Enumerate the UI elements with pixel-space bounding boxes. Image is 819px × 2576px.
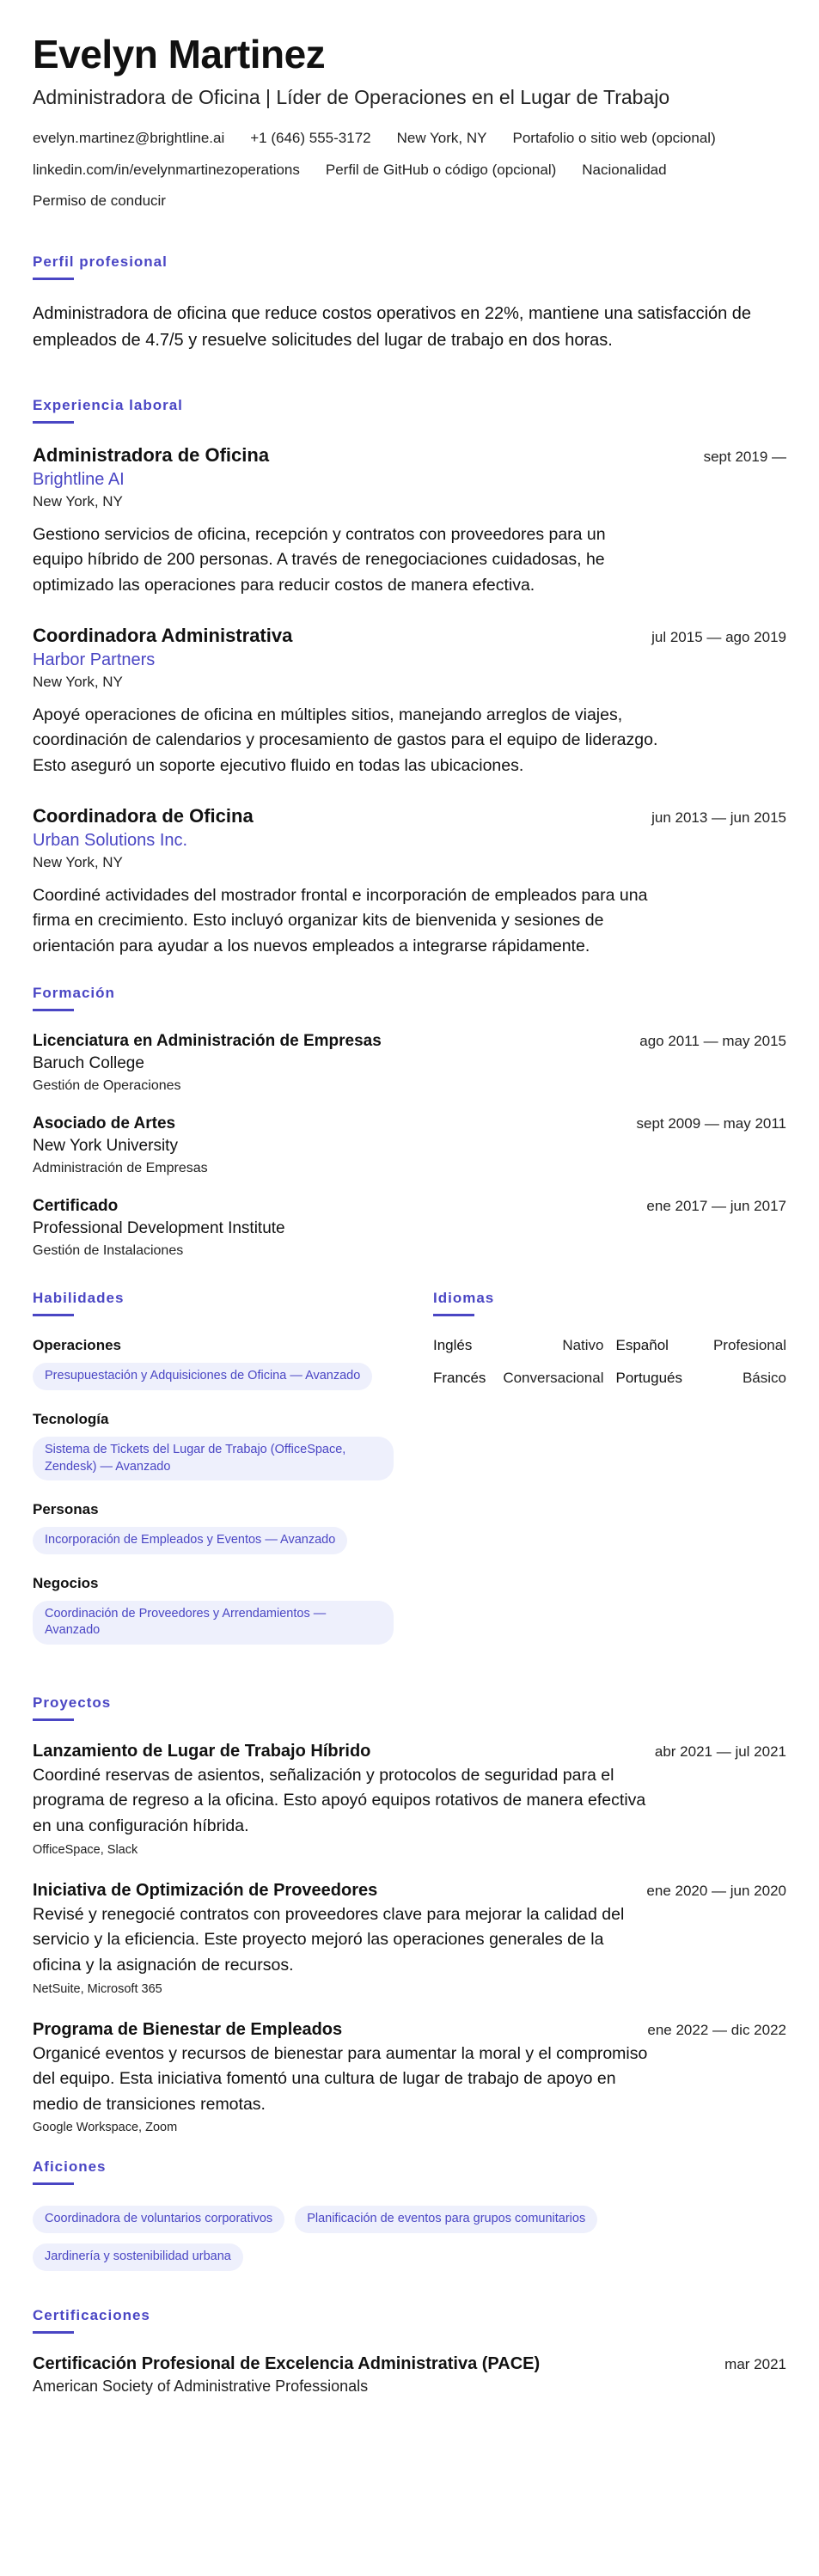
job-description: Apoyé operaciones de oficina en múltiples sitios, manejando arreglos de viajes, coordinación de calendarios y procesamiento de gastos para el equipo de liderazgo. Esto aseguró un soporte ejecutivo fluido en todas las ubicaciones.	[33, 705, 658, 775]
education-section	[33, 985, 786, 1259]
section-title: Proyectos	[33, 1694, 112, 1711]
job-location: New York, NY	[33, 853, 123, 870]
job-title: Administradora de Oficina	[33, 443, 270, 466]
contact-linkedin[interactable]: linkedin.com/in/evelynmartinezoperations	[33, 161, 300, 178]
education-degree: Certificado	[33, 1197, 119, 1216]
skill-group	[33, 1501, 425, 1554]
language-name: Francés	[433, 1370, 486, 1387]
job-entry	[33, 625, 786, 779]
skill-group	[33, 1337, 425, 1390]
education-entry	[33, 1114, 786, 1176]
project-entry	[33, 1881, 786, 1996]
skill-tag: Incorporación de Empleados y Eventos — Avanzado	[33, 1527, 347, 1554]
resume-header	[33, 33, 786, 211]
project-dates: ene 2020 — jun 2020	[646, 1882, 786, 1899]
language-name: Portugués	[615, 1370, 682, 1387]
education-field: Gestión de Instalaciones	[33, 1243, 184, 1259]
certifications-section	[33, 2307, 786, 2396]
language-item	[433, 1370, 604, 1387]
projects-section	[33, 1694, 786, 2135]
section-title: Formación	[33, 985, 115, 1002]
certification-date: mar 2021	[724, 2355, 786, 2372]
education-dates: ene 2017 — jun 2017	[646, 1198, 786, 1215]
language-name: Español	[615, 1337, 669, 1354]
hobby-tag: Coordinadora de voluntarios corporativos	[33, 2206, 284, 2233]
job-dates: jun 2013 — jun 2015	[651, 809, 786, 826]
summary-text: Administradora de oficina que reduce costos operativos en 22%, mantiene una satisfacción de empleados de 4.7/5 y resuelve solicitudes del lugar de trabajo en dos horas.	[33, 303, 752, 350]
section-title: Aficiones	[33, 2158, 107, 2176]
section-divider	[33, 2182, 74, 2185]
certification-title: Certificación Profesional de Excelencia Administrativa (PACE)	[33, 2353, 541, 2373]
language-level: Conversacional	[503, 1370, 604, 1387]
education-field: Gestión de Operaciones	[33, 1078, 181, 1094]
candidate-name: Evelyn Martinez	[33, 32, 326, 76]
project-title: Iniciativa de Optimización de Proveedores	[33, 1880, 378, 1900]
skills-section	[33, 1290, 433, 1664]
hobby-list	[33, 2206, 786, 2270]
job-location: New York, NY	[33, 492, 123, 510]
contact-driving-license: Permiso de conducir	[33, 192, 166, 209]
language-item	[433, 1337, 604, 1354]
contact-nationality: Nacionalidad	[582, 161, 667, 178]
education-entry	[33, 1197, 786, 1259]
section-divider	[33, 1314, 74, 1316]
section-divider	[33, 1718, 74, 1721]
job-company: Harbor Partners	[33, 650, 156, 669]
education-degree: Asociado de Artes	[33, 1114, 176, 1133]
project-tech: NetSuite, Microsoft 365	[33, 1981, 162, 1996]
education-degree: Licenciatura en Administración de Empresas	[33, 1032, 382, 1051]
education-field: Administración de Empresas	[33, 1161, 208, 1176]
language-list	[433, 1337, 786, 1387]
language-level: Básico	[742, 1370, 786, 1387]
hobbies-section	[33, 2158, 786, 2270]
section-divider	[33, 1009, 74, 1011]
education-dates: ago 2011 — may 2015	[639, 1033, 786, 1050]
job-company: Brightline AI	[33, 469, 125, 489]
job-description: Gestiono servicios de oficina, recepción y contratos con proveedores para un equipo híbrido de 200 personas. A través de renegociaciones cuidadosas, he optimizado las operaciones para reducir costos de manera efectiva.	[33, 524, 606, 595]
languages-section	[433, 1290, 786, 1664]
skill-group	[33, 1575, 425, 1645]
project-description: Organicé eventos y recursos de bienestar para aumentar la moral y el compromiso del equipo. Esta iniciativa fomentó una cultura de lugar de trabajo de apoyo en medio de transiciones remotas.	[33, 2043, 648, 2114]
section-title: Habilidades	[33, 1290, 125, 1307]
skill-group	[33, 1411, 425, 1480]
job-company: Urban Solutions Inc.	[33, 830, 188, 850]
skill-tag: Coordinación de Proveedores y Arrendamientos — Avanzado	[33, 1601, 394, 1645]
job-title: Coordinadora de Oficina	[33, 804, 254, 827]
project-title: Programa de Bienestar de Empleados	[33, 2019, 343, 2039]
section-divider	[33, 421, 74, 424]
candidate-headline: Administradora de Oficina | Líder de Operaciones en el Lugar de Trabajo	[33, 85, 670, 108]
project-entry	[33, 1742, 786, 1857]
project-entry	[33, 2020, 786, 2135]
hobby-tag: Jardinería y sostenibilidad urbana	[33, 2243, 243, 2271]
skill-category: Negocios	[33, 1574, 99, 1591]
section-title: Perfil profesional	[33, 253, 168, 270]
section-title: Certificaciones	[33, 2306, 150, 2323]
project-tech: Google Workspace, Zoom	[33, 2121, 178, 2135]
project-title: Lanzamiento de Lugar de Trabajo Híbrido	[33, 1741, 371, 1761]
project-dates: ene 2022 — dic 2022	[647, 2021, 786, 2038]
language-name: Inglés	[433, 1337, 473, 1354]
job-dates: sept 2019 —	[703, 448, 786, 465]
language-level: Nativo	[562, 1337, 604, 1354]
project-description: Coordiné reservas de asientos, señalización y protocolos de seguridad para el programa de regreso a la oficina. Esto apoyó equipos rotativos de manera efectiva en una configuración híbrida.	[33, 1765, 646, 1836]
project-dates: abr 2021 — jul 2021	[654, 1743, 786, 1760]
job-description: Coordiné actividades del mostrador frontal e incorporación de empleados para una firma en crecimiento. Esto incluyó organizar kits de bienvenida y sesiones de orientación para ayudar a los nuevos empleados a integrarse rápidamente.	[33, 885, 648, 955]
section-divider	[433, 1314, 474, 1316]
summary-section	[33, 253, 786, 354]
job-dates: jul 2015 — ago 2019	[651, 628, 786, 645]
skill-tag: Sistema de Tickets del Lugar de Trabajo (OfficeSpace, Zendesk) — Avanzado	[33, 1437, 394, 1480]
project-description: Revisé y renegocié contratos con proveedores clave para mejorar la calidad del servicio y la eficiencia. Este proyecto mejoró las operaciones generales de la oficina y la asignación de recursos.	[33, 1904, 625, 1975]
skill-category: Personas	[33, 1501, 99, 1518]
section-divider	[33, 2331, 74, 2334]
experience-section	[33, 397, 786, 960]
skills-languages-row	[33, 1290, 786, 1664]
education-dates: sept 2009 — may 2011	[636, 1115, 786, 1132]
language-level: Profesional	[712, 1337, 786, 1354]
skill-category: Tecnología	[33, 1410, 109, 1427]
job-entry	[33, 444, 786, 599]
certification-org: American Society of Administrative Professionals	[33, 2377, 369, 2395]
section-title: Experiencia laboral	[33, 396, 183, 413]
section-title: Idiomas	[433, 1290, 495, 1307]
project-tech: OfficeSpace, Slack	[33, 1842, 138, 1857]
contact-list	[33, 129, 786, 210]
skill-category: Operaciones	[33, 1337, 121, 1354]
education-school: Professional Development Institute	[33, 1219, 285, 1238]
skill-tag: Presupuestación y Adquisiciones de Oficina — Avanzado	[33, 1363, 372, 1390]
contact-phone[interactable]: +1 (646) 555-3172	[250, 130, 371, 147]
job-title: Coordinadora Administrativa	[33, 624, 293, 646]
education-school: Baruch College	[33, 1054, 144, 1073]
education-school: New York University	[33, 1137, 178, 1156]
language-item	[616, 1370, 787, 1387]
contact-email[interactable]: evelyn.martinez@brightline.ai	[33, 130, 225, 147]
job-entry	[33, 805, 786, 960]
language-item	[616, 1337, 787, 1354]
section-divider	[33, 278, 74, 280]
certification-entry	[33, 2354, 786, 2396]
contact-location: New York, NY	[396, 130, 487, 147]
education-entry	[33, 1032, 786, 1094]
contact-github[interactable]: Perfil de GitHub o código (opcional)	[325, 161, 557, 178]
hobby-tag: Planificación de eventos para grupos comunitarios	[295, 2206, 597, 2233]
contact-portfolio[interactable]: Portafolio o sitio web (opcional)	[512, 130, 716, 147]
job-location: New York, NY	[33, 673, 123, 690]
